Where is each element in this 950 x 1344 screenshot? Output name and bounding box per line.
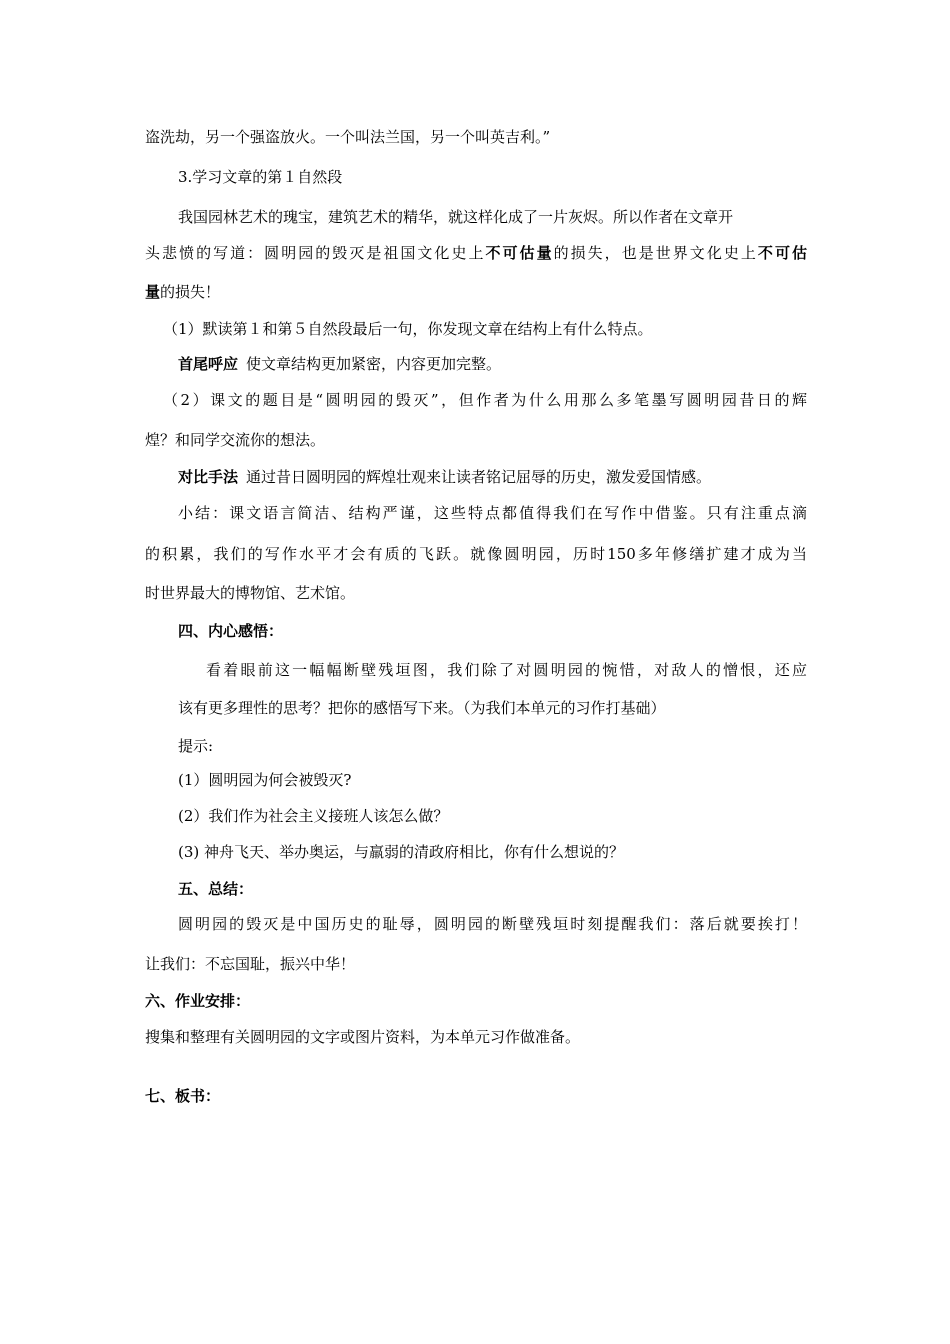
section-4-heading: 四、内心感悟：: [178, 622, 284, 640]
answer-1: [178, 353, 501, 375]
summary-line: 小结：课文语言简洁、结构严谨，这些特点都值得我们在写作中借鉴。只有注重点滴: [178, 504, 807, 522]
paragraph-line: [145, 281, 220, 303]
question-2: （2）课文的题目是“圆明园的毁灭”，但作者为什么用那么多笔墨写圆明园昔日的辉: [163, 391, 807, 409]
text-run: 的损失，也是世界文化史上: [553, 244, 758, 262]
hint-label: 提示:: [178, 737, 214, 755]
summary-line: 时世界最大的博物馆、艺术馆。: [145, 584, 356, 602]
paragraph-line: 该有更多理性的思考？把你的感悟写下来。（为我们本单元的习作打基础）: [178, 699, 666, 717]
paragraph-line: 圆明园的毁灭是中国历史的耻辱，圆明园的断壁残垣时刻提醒我们：落后就要挨打！: [178, 915, 807, 933]
bold-term: 首尾呼应: [178, 355, 239, 373]
paragraph-line: 我国园林艺术的瑰宝，建筑艺术的精华，就这样化成了一片灰烬。所以作者在文章开: [178, 208, 734, 226]
paragraph-line: [145, 242, 807, 264]
bold-term: 不可估: [757, 244, 807, 262]
hint-item-1: (1）圆明园为何会被毁灭?: [178, 771, 352, 789]
question-2-cont: 煌？和同学交流你的想法。: [145, 431, 326, 449]
hint-item-3: (3) 神舟飞天、举办奥运，与羸弱的清政府相比，你有什么想说的？: [178, 843, 625, 861]
text-run: 的损失！: [160, 283, 221, 301]
text-run: 通过昔日圆明园的辉煌壮观来让读者铭记屈辱的历史，激发爱国情感。: [246, 468, 712, 486]
section-3-heading: 3.学习文章的第１自然段: [178, 168, 343, 186]
text-line: 盗洗劫，另一个强盗放火。一个叫法兰国，另一个叫英吉利。”: [145, 128, 551, 146]
question-1: （1）默读第１和第５自然段最后一句，你发现文章在结构上有什么特点。: [163, 320, 653, 338]
section-5-heading: 五、总结：: [178, 880, 254, 898]
paragraph-line: 让我们：不忘国耻，振兴中华！: [145, 955, 356, 973]
section-6-heading: 六、作业安排：: [145, 992, 251, 1010]
section-7-heading: 七、板书：: [145, 1087, 221, 1105]
paragraph-line: 看着眼前这一幅幅断壁残垣图，我们除了对圆明园的惋惜，对敌人的憎恨，还应: [206, 661, 807, 679]
hint-item-2: (2）我们作为社会主义接班人该怎么做？: [178, 807, 449, 825]
text-run: 使文章结构更加紧密，内容更加完整。: [246, 355, 502, 373]
bold-term: 对比手法: [178, 468, 239, 486]
bold-term: 不可估量: [485, 244, 554, 262]
paragraph-line: 搜集和整理有关圆明园的文字或图片资料，为本单元习作做准备。: [145, 1028, 581, 1046]
text-run: 头悲愤的写道：圆明园的毁灭是祖国文化史上: [145, 244, 486, 262]
summary-line: 的积累，我们的写作水平才会有质的飞跃。就像圆明园，历时150多年修缮扩建才成为当: [145, 545, 807, 563]
answer-2: [178, 466, 711, 488]
bold-term: 量: [145, 283, 161, 301]
